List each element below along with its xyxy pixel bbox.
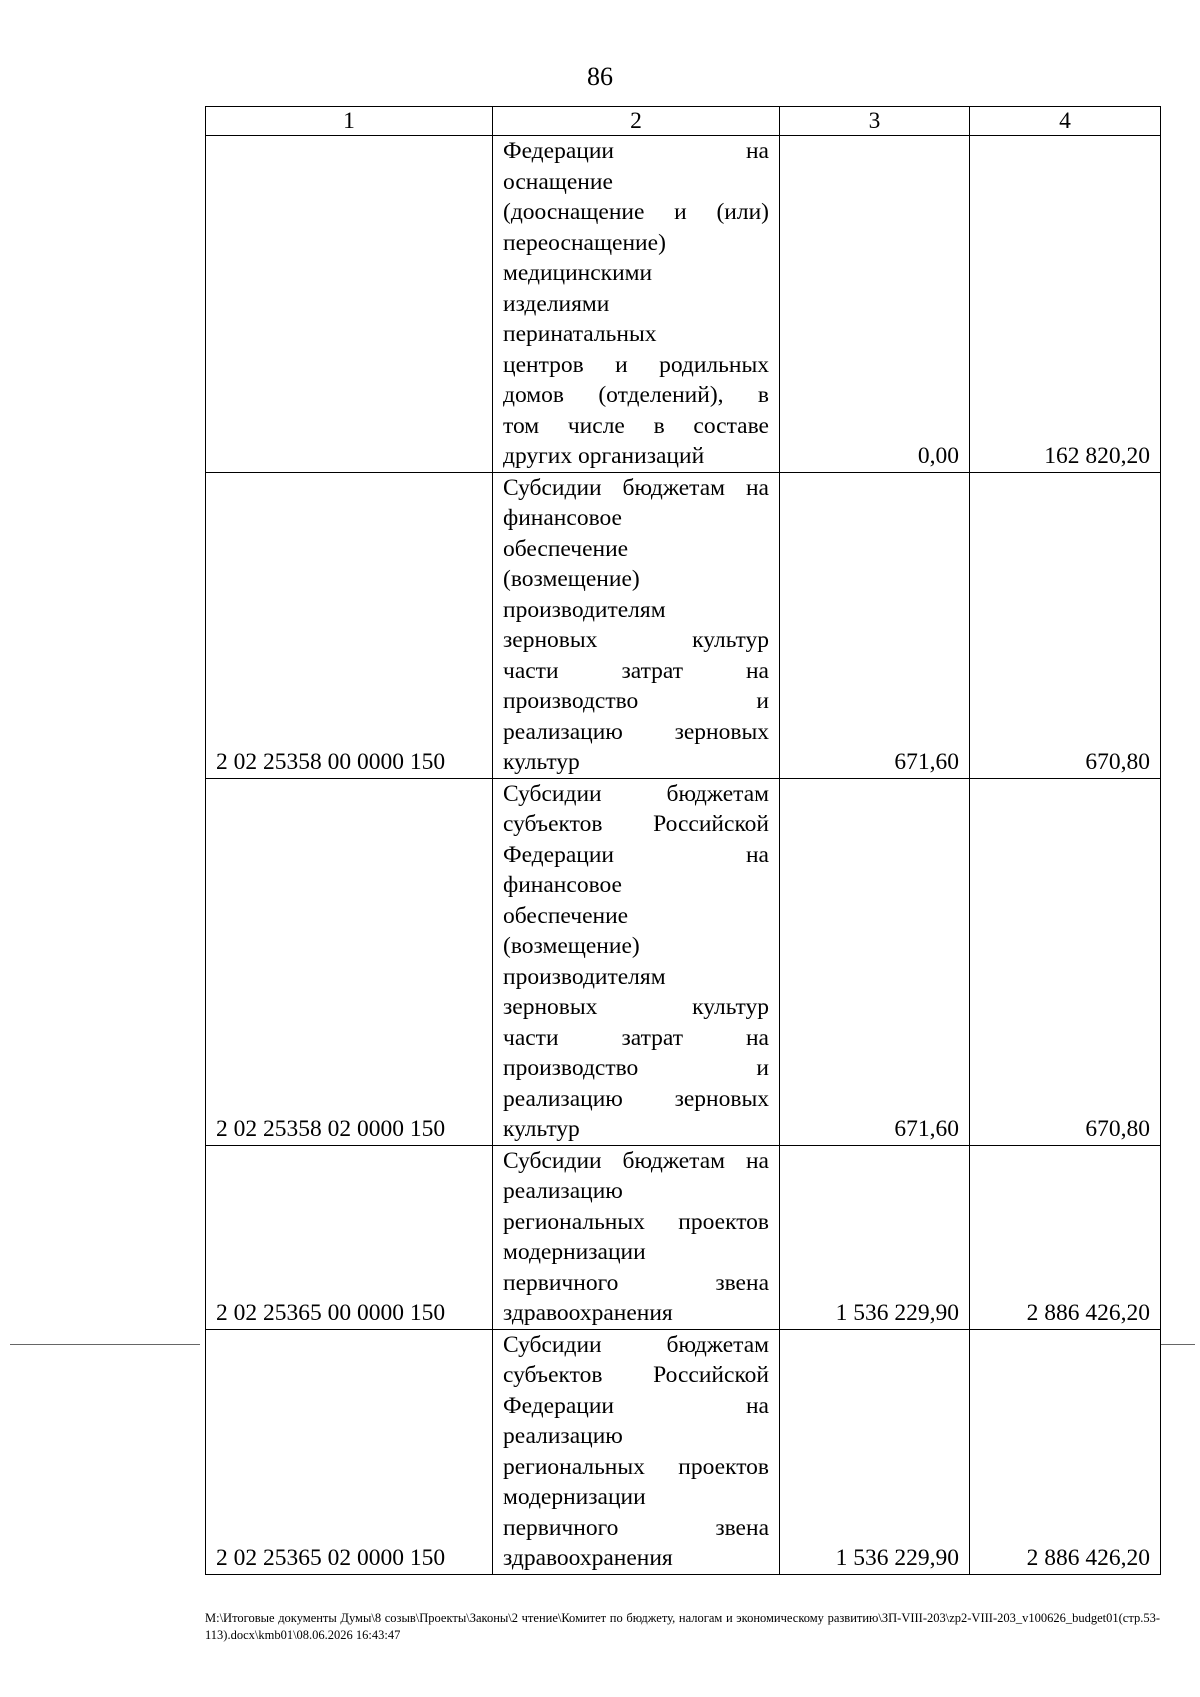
table-row [206, 1329, 1161, 1574]
description-line: финансовое [503, 872, 622, 898]
description-line: реализацию зерновых [503, 1085, 769, 1112]
budget-code-cell [206, 136, 493, 473]
description-line: обеспечение [503, 902, 629, 929]
amount-column-4: 2 886 426,20 [970, 1145, 1161, 1329]
description-line: Субсидии бюджетам [503, 1331, 769, 1358]
table-row [206, 472, 1161, 778]
budget-code-cell: 2 02 25365 00 0000 150 [206, 1145, 493, 1329]
budget-code-cell: 2 02 25358 00 0000 150 [206, 472, 493, 778]
description-line: зерновых культур [503, 994, 769, 1020]
table-row [206, 778, 1161, 1145]
description-line: (возмещение) [503, 566, 640, 592]
description-line: региональных проектов [503, 1208, 769, 1235]
page-number: 86 [587, 62, 613, 91]
document-path-footer: М:\Итоговые документы Думы\8 созыв\Проекты\Законы\2 чтение\Комитет по бюджету, налогам и экономическому развитию\ЗП-VIII-203\zp2-VIII-203_v100626_budget01(стр.53-113).docx\kmb01\08.06.2026 16:43:47 [205, 1611, 1160, 1642]
description-line: центров и родильных [503, 351, 769, 378]
description-line: производителям [503, 963, 666, 990]
amount-column-3: 671,60 [780, 472, 970, 778]
description-line: модернизации [503, 1484, 646, 1510]
budget-table [205, 106, 1161, 1575]
description-line: (дооснащение и (или) [503, 199, 769, 225]
description-line: части затрат на [503, 657, 769, 684]
amount-column-4: 162 820,20 [970, 136, 1161, 473]
description-line: обеспечение [503, 535, 629, 562]
description-cell [493, 778, 780, 1145]
column-header-3: 3 [780, 107, 970, 136]
description-cell [493, 472, 780, 778]
description-line: Федерации на [503, 138, 769, 164]
description-line: Федерации на [503, 1392, 769, 1419]
description-line: культур [503, 1116, 580, 1142]
amount-column-3: 0,00 [780, 136, 970, 473]
description-line: перинатальных [503, 321, 657, 347]
description-line: других организаций [503, 443, 705, 469]
description-line: субъектов Российской [503, 811, 769, 837]
description-line: зерновых культур [503, 627, 769, 653]
description-line: домов (отделений), в [503, 382, 769, 408]
description-line: производство и [503, 1055, 769, 1081]
description-line: изделиями [503, 290, 610, 317]
description-line: первичного звена [503, 1269, 769, 1296]
description-line: оснащение [503, 168, 613, 195]
description-cell [493, 1329, 780, 1574]
column-header-4: 4 [970, 107, 1161, 136]
description-line: медицинскими [503, 260, 653, 286]
amount-column-4: 670,80 [970, 778, 1161, 1145]
description-line: реализацию [503, 1178, 623, 1204]
description-line: Субсидии бюджетам [503, 780, 769, 807]
description-cell [493, 136, 780, 473]
description-line: культур [503, 749, 580, 775]
column-header-1: 1 [206, 107, 493, 136]
description-line: том числе в составе [503, 412, 769, 439]
column-header-2: 2 [493, 107, 780, 136]
amount-column-4: 2 886 426,20 [970, 1329, 1161, 1574]
description-line: Федерации на [503, 841, 769, 868]
description-line: части затрат на [503, 1024, 769, 1051]
amount-column-3: 671,60 [780, 778, 970, 1145]
description-line: Субсидии бюджетам на [503, 474, 769, 501]
description-line: реализацию зерновых [503, 718, 769, 745]
description-line: модернизации [503, 1239, 646, 1265]
description-line: финансовое [503, 505, 622, 531]
budget-code-cell: 2 02 25358 02 0000 150 [206, 778, 493, 1145]
description-line: здравоохранения [503, 1545, 673, 1571]
scan-artifact-line-right [1160, 1344, 1195, 1345]
description-line: производителям [503, 596, 666, 623]
description-line: реализацию [503, 1423, 623, 1449]
table-body [206, 136, 1161, 1575]
description-line: региональных проектов [503, 1453, 769, 1480]
description-line: переоснащение) [503, 229, 666, 256]
amount-column-4: 670,80 [970, 472, 1161, 778]
scan-artifact-line-left [10, 1344, 200, 1345]
column-number-row [206, 107, 1161, 136]
description-line: (возмещение) [503, 933, 640, 959]
table-row [206, 1145, 1161, 1329]
description-line: субъектов Российской [503, 1362, 769, 1388]
amount-column-3: 1 536 229,90 [780, 1329, 970, 1574]
description-line: Субсидии бюджетам на [503, 1147, 769, 1174]
budget-code-cell: 2 02 25365 02 0000 150 [206, 1329, 493, 1574]
amount-column-3: 1 536 229,90 [780, 1145, 970, 1329]
description-line: первичного звена [503, 1514, 769, 1541]
description-line: производство и [503, 688, 769, 714]
table-row [206, 136, 1161, 473]
description-cell [493, 1145, 780, 1329]
description-line: здравоохранения [503, 1300, 673, 1326]
